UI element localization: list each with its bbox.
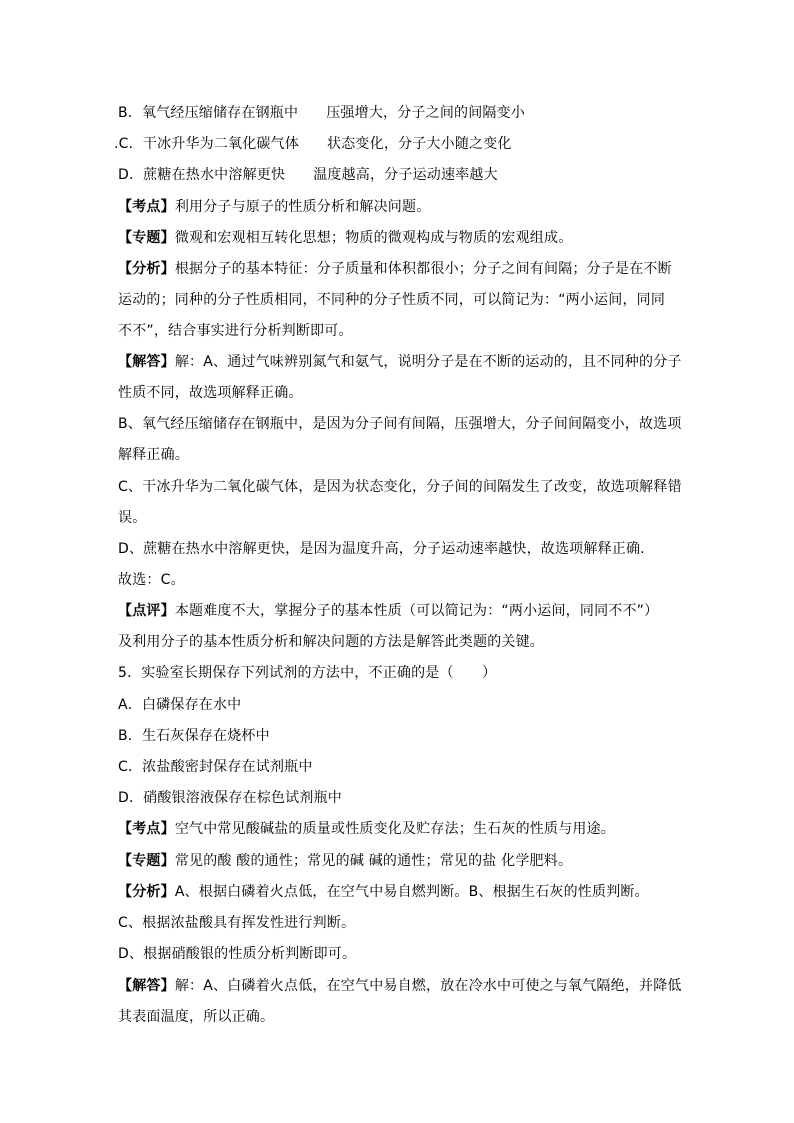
prev-jieda-line1 — [118, 353, 682, 371]
fenxi-text: A、根据白磷着火点低，在空气中易自燃判断。B、根据生石灰的性质判断。 — [174, 884, 649, 900]
jieda-text: 解：A、通过气味辨别氮气和氨气，说明分子是在不断的运动的，且不同种的分子 — [174, 354, 682, 370]
zhuanti-tag: 【专题】 — [118, 230, 175, 246]
option-c-reason: 状态变化，分子大小随之变化 — [327, 136, 512, 152]
prev-jieda-line6: 误。 — [118, 510, 147, 526]
kaodian-tag: 【考点】 — [118, 821, 175, 837]
kaodian-text: 利用分子与原子的性质分析和解决问题。 — [174, 199, 431, 215]
q5-zhuanti — [118, 852, 572, 870]
prev-option-c — [114, 135, 512, 153]
prev-jieda-line2: 性质不同，故选项解释正确。 — [118, 385, 303, 401]
zhuanti-tag: 【专题】 — [118, 853, 175, 869]
q5-jieda-line2: 其表面温度，所以正确。 — [118, 1009, 275, 1025]
fenxi-tag: 【分析】 — [118, 261, 175, 277]
option-b-reason: 压强增大，分子之间的间隔变小 — [326, 105, 526, 121]
kaodian-text: 空气中常见酸碱盐的质量或性质变化及贮存法；生石灰的性质与用途。 — [174, 821, 616, 837]
q5-option-b: B．生石灰保存在烧杯中 — [118, 728, 270, 744]
prev-fenxi-line2: 运动的；同种的分子性质相同，不同种的分子性质不同，可以简记为：“两小运间，同同 — [118, 292, 666, 308]
q5-option-a: A．白磷保存在水中 — [118, 697, 242, 713]
prev-dianping-line2: 及利用分子的基本性质分析和解决问题的方法是解答此类题的关键。 — [118, 634, 544, 650]
option-b-label: B．氧气经压缩储存在钢瓶中 — [118, 105, 299, 121]
option-d-label: D．蔗糖在热水中溶解更快 — [118, 167, 286, 183]
q5-fenxi-line3: D、根据硝酸银的性质分析判断即可。 — [118, 946, 357, 962]
q5-kaodian — [118, 820, 615, 838]
prev-option-d — [118, 166, 498, 184]
prev-jieda-line4: 解释正确。 — [118, 447, 189, 463]
q5-stem: 5．实验室长期保存下列试剂的方法中，不正确的是（ ） — [118, 665, 497, 681]
prev-jieda-line8: 故选：C。 — [118, 572, 185, 588]
prev-jieda-line5: C、干冰升华为二氧化碳气体，是因为状态变化，分子间的间隔发生了改变，故选项解释错 — [118, 479, 682, 495]
prev-zhuanti — [118, 229, 572, 247]
dianping-text: 本题难度不大，掌握分子的基本性质（可以简记为：“两小运间，同同不不”） — [174, 603, 659, 619]
prev-fenxi-line1 — [118, 260, 672, 278]
option-d-reason: 温度越高，分子运动速率越大 — [313, 167, 498, 183]
prev-dianping-line1 — [118, 602, 658, 620]
prev-jieda-line3: B、氧气经压缩储存在钢瓶中，是因为分子间有间隔，压强增大，分子间间隔变小，故选项 — [118, 416, 682, 432]
prev-option-b — [118, 104, 525, 122]
prev-kaodian — [118, 198, 430, 216]
q5-jieda-line1 — [118, 977, 682, 995]
zhuanti-text: 常见的酸 酸的通性；常见的碱 碱的通性；常见的盐 化学肥料。 — [174, 853, 573, 869]
jieda-tag: 【解答】 — [118, 978, 175, 994]
jieda-text: 解：A、白磷着火点低，在空气中易自燃，放在冷水中可使之与氧气隔绝，并降低 — [174, 978, 682, 994]
zhuanti-text: 微观和宏观相互转化思想；物质的微观构成与物质的宏观组成。 — [174, 230, 573, 246]
jieda-tag: 【解答】 — [118, 354, 175, 370]
option-c-label: .C．干冰升华为二氧化碳气体 — [114, 136, 300, 152]
q5-fenxi-line1 — [118, 883, 649, 901]
prev-fenxi-line3: 不不”，结合事实进行分析判断即可。 — [118, 323, 353, 339]
kaodian-tag: 【考点】 — [118, 199, 175, 215]
fenxi-text: 根据分子的基本特征：分子质量和体积都很小；分子之间有间隔；分子是在不断 — [174, 261, 672, 277]
dianping-tag: 【点评】 — [118, 603, 175, 619]
q5-option-d: D．硝酸银溶液保存在棕色试剂瓶中 — [118, 790, 342, 806]
q5-fenxi-line2: C、根据浓盐酸具有挥发性进行判断。 — [118, 915, 356, 931]
q5-option-c: C．浓盐酸密封保存在试剂瓶中 — [118, 759, 313, 775]
prev-jieda-line7: D、蔗糖在热水中溶解更快，是因为温度升高，分子运动速率越快，故选项解释正确. — [118, 541, 645, 557]
fenxi-tag: 【分析】 — [118, 884, 175, 900]
